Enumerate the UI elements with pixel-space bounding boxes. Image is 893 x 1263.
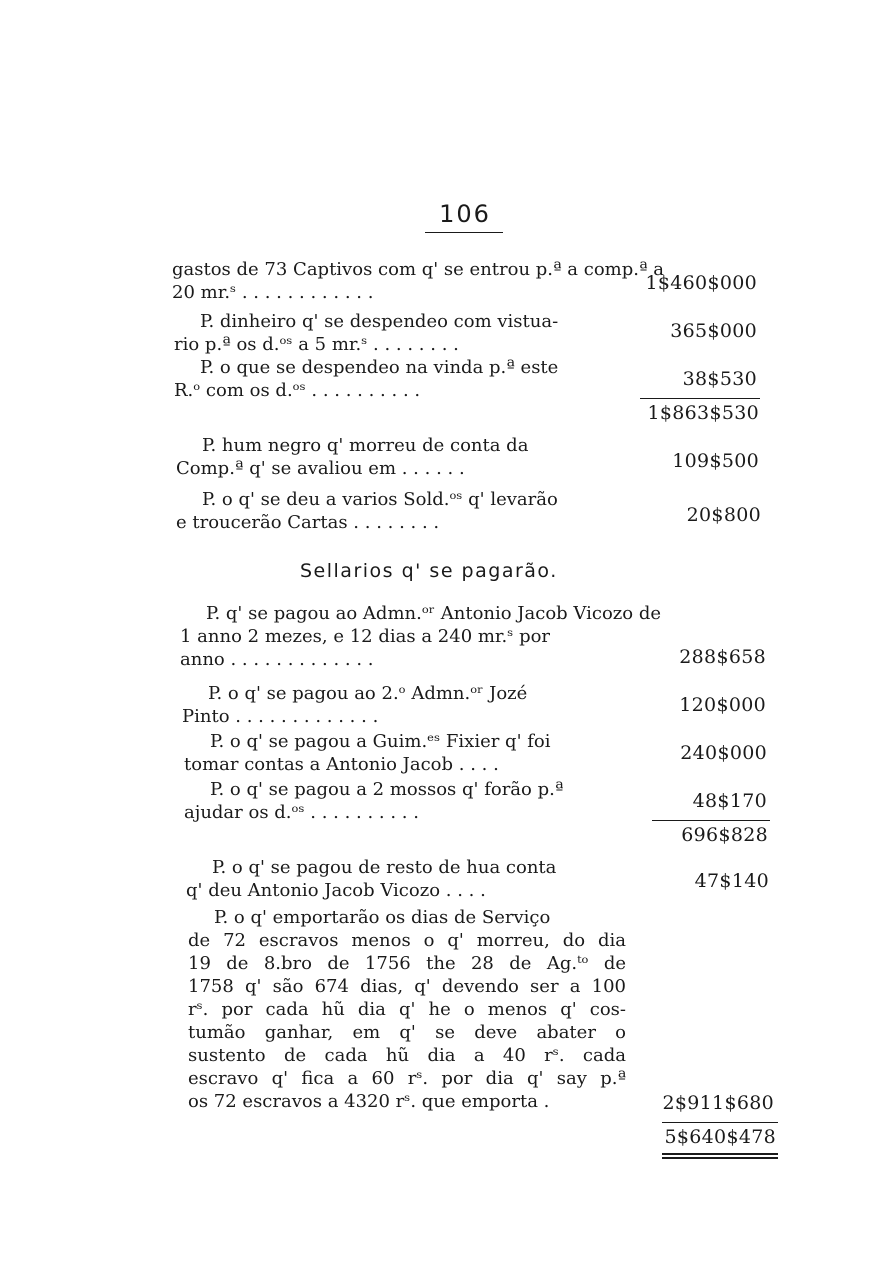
subtotal-section1: 1$863$530 xyxy=(647,402,759,424)
entry-line: gastos de 73 Captivos com q' se entrou p.ª a comp.ª a xyxy=(172,259,664,280)
entry-line: tumão ganhar, em q' se deve abater o xyxy=(188,1022,626,1043)
amount-mossos: 48$170 xyxy=(692,790,767,812)
entry-line: escravo q' fica a 60 rˢ. por dia q' say p.ª xyxy=(188,1068,626,1089)
entry-line: P. dinheiro q' se despendeo com vistua- xyxy=(200,311,559,332)
amount-dias-servico: 2$911$680 xyxy=(662,1092,774,1114)
entry-line: rˢ. por cada hũ dia q' he o menos q' cos- xyxy=(188,999,626,1020)
entry-line: 1758 q' são 674 dias, q' devendo ser a 100 xyxy=(188,976,626,997)
subtotal-rule xyxy=(652,820,770,821)
entry-line: Comp.ª q' se avaliou em . . . . . . xyxy=(176,458,465,479)
entry-line: P. o q' se pagou ao 2.ᵒ Admn.ᵒʳ Jozé xyxy=(208,683,528,704)
total-double-rule xyxy=(662,1153,778,1155)
entry-line: P. o que se despendeo na vinda p.ª este xyxy=(200,357,559,378)
amount-soldados: 20$800 xyxy=(686,504,761,526)
page-number: 106 xyxy=(439,200,491,228)
entry-line: P. hum negro q' morreu de conta da xyxy=(202,435,529,456)
entry-fixier xyxy=(184,730,624,776)
amount-admn-jose: 120$000 xyxy=(679,694,766,716)
entry-line: P. o q' se pagou a Guim.ᵉˢ Fixier q' foi xyxy=(210,731,551,752)
total-rule xyxy=(662,1122,778,1123)
entry-line: e troucerão Cartas . . . . . . . . xyxy=(176,512,440,533)
amount-vistuario: 365$000 xyxy=(670,320,757,342)
entry-soldados xyxy=(176,488,616,534)
entry-line: sustento de cada hũ dia a 40 rˢ. cada xyxy=(188,1045,626,1066)
grand-total: 5$640$478 xyxy=(664,1126,776,1148)
entry-line: P. o q' se pagou a 2 mossos q' forão p.ª xyxy=(210,779,564,800)
entry-line: P. o q' emportarão os dias de Serviço xyxy=(214,907,551,928)
subtotal-rule xyxy=(640,398,760,399)
amount-gastos-captivos: 1$460$000 xyxy=(645,272,757,294)
entry-vinda xyxy=(174,356,614,402)
amount-vinda: 38$530 xyxy=(682,368,757,390)
entry-mossos xyxy=(184,778,624,824)
entry-dias-servico xyxy=(188,906,626,1113)
entry-line: P. o q' se pagou de resto de hua conta xyxy=(212,857,557,878)
amount-resto-conta: 47$140 xyxy=(694,870,769,892)
entry-line: P. q' se pagou ao Admn.ᵒʳ Antonio Jacob Vicozo de xyxy=(206,603,661,624)
entry-line: rio p.ª os d.ᵒˢ a 5 mr.ˢ . . . . . . . . xyxy=(174,334,459,355)
entry-line: q' deu Antonio Jacob Vicozo . . . . xyxy=(186,880,486,901)
entry-line: ajudar os d.ᵒˢ . . . . . . . . . . xyxy=(184,802,419,823)
page-number-underline xyxy=(425,232,503,233)
entry-line: 1 anno 2 mezes, e 12 dias a 240 mr.ˢ por xyxy=(180,626,551,647)
entry-line: P. o q' se deu a varios Sold.ᵒˢ q' levarão xyxy=(202,489,558,510)
subtotal-section2: 696$828 xyxy=(681,824,768,846)
entry-vistuario xyxy=(174,310,614,356)
entry-line: 20 mr.ˢ . . . . . . . . . . . . xyxy=(172,282,374,303)
entry-line: anno . . . . . . . . . . . . . xyxy=(180,649,374,670)
entry-line: R.ᵒ com os d.ᵒˢ . . . . . . . . . . xyxy=(174,380,421,401)
amount-negro: 109$500 xyxy=(672,450,759,472)
entry-line: os 72 escravos a 4320 rˢ. que emporta . xyxy=(188,1091,550,1112)
entry-resto-conta xyxy=(186,856,626,902)
amount-admn-antonio: 288$658 xyxy=(679,646,766,668)
section-heading: Sellarios q' se pagarão. xyxy=(300,560,558,582)
amount-fixier: 240$000 xyxy=(680,742,767,764)
entry-admn-jose xyxy=(182,682,622,728)
entry-line: de 72 escravos menos o q' morreu, do dia xyxy=(188,930,626,951)
entry-line: 19 de 8.bro de 1756 the 28 de Ag.ᵗᵒ de xyxy=(188,953,626,974)
entry-line: tomar contas a Antonio Jacob . . . . xyxy=(184,754,499,775)
total-double-rule xyxy=(662,1157,778,1159)
entry-line: Pinto . . . . . . . . . . . . . xyxy=(182,706,379,727)
entry-negro xyxy=(176,434,616,480)
